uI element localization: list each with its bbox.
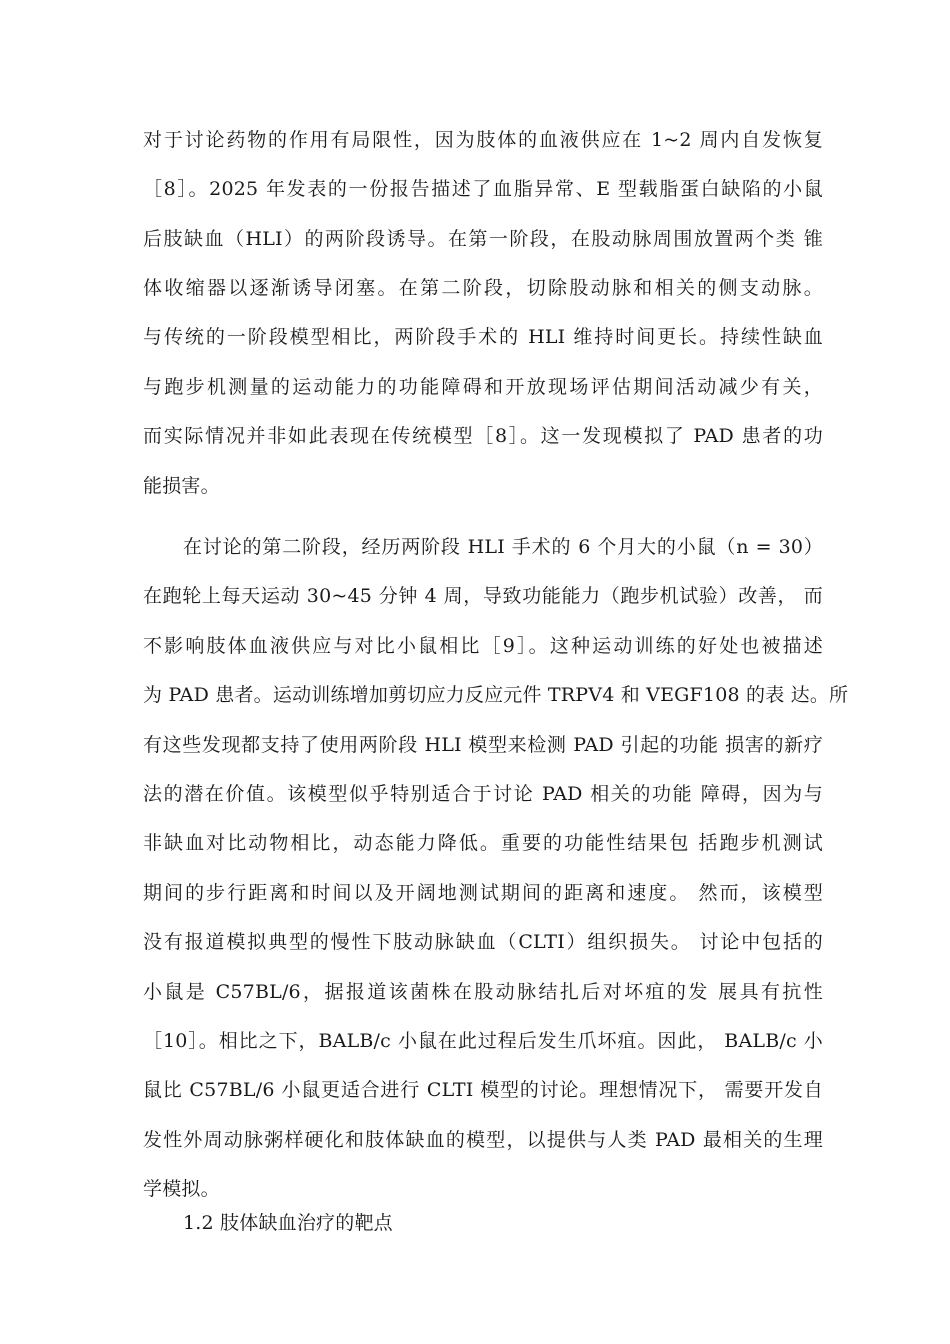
text-line: ［8］。2025 年发表的一份报告描述了血脂异常、E 型载脂蛋白缺陷的小鼠 — [143, 178, 823, 200]
text-line: 发性外周动脉粥样硬化和肢体缺血的模型，以提供与人类 PAD 最相关的生理 — [143, 1129, 823, 1151]
text-line: 没有报道模拟典型的慢性下肢动脉缺血（CLTI）组织损失。 讨论中包括的 — [143, 931, 823, 953]
text-line: 体收缩器以逐渐诱导闭塞。在第二阶段，切除股动脉和相关的侧支动脉。 — [143, 277, 823, 299]
text-line: 而实际情况并非如此表现在传统模型［8］。这一发现模拟了 PAD 患者的功 — [143, 425, 823, 447]
text-line: 有这些发现都支持了使用两阶段 HLI 模型来检测 PAD 引起的功能 损害的新疗 — [143, 734, 823, 756]
text-line: 期间的步行距离和时间以及开阔地测试期间的距离和速度。 然而，该模型 — [143, 882, 823, 904]
text-line: 小鼠是 C57BL/6，据报道该菌株在股动脉结扎后对坏疽的发 展具有抗性 — [143, 981, 823, 1003]
text-line: 与传统的一阶段模型相比，两阶段手术的 HLI 维持时间更长。持续性缺血 — [143, 326, 823, 348]
text-line: 与跑步机测量的运动能力的功能障碍和开放现场评估期间活动减少有关， — [143, 376, 823, 398]
text-line: 在讨论的第二阶段，经历两阶段 HLI 手术的 6 个月大的小鼠（n = 30） — [183, 536, 823, 558]
text-line: 对于讨论药物的作用有局限性，因为肢体的血液供应在 1~2 周内自发恢复 — [143, 129, 823, 151]
text-line: 不影响肢体血液供应与对比小鼠相比［9］。这种运动训练的好处也被描述 — [143, 635, 823, 657]
text-line: 后肢缺血（HLI）的两阶段诱导。在第一阶段，在股动脉周围放置两个类 锥 — [143, 228, 823, 250]
section-heading: 1.2 肢体缺血治疗的靶点 — [183, 1212, 393, 1234]
text-line: 非缺血对比动物相比，动态能力降低。重要的功能性结果包 括跑步机测试 — [143, 832, 823, 854]
text-line: 能损害。 — [143, 475, 220, 497]
text-line: 为 PAD 患者。运动训练增加剪切应力反应元件 TRPV4 和 VEGF108 的表 达。所 — [143, 684, 849, 706]
text-line: 鼠比 C57BL/6 小鼠更适合进行 CLTI 模型的讨论。理想情况下， 需要开发自 — [143, 1079, 823, 1101]
text-line: ［10］。相比之下，BALB/c 小鼠在此过程后发生爪坏疽。因此， BALB/c 小 — [143, 1030, 823, 1052]
text-line: 法的潜在价值。该模型似乎特别适合于讨论 PAD 相关的功能 障碍，因为与 — [143, 783, 823, 805]
text-line: 在跑轮上每天运动 30~45 分钟 4 周，导致功能能力（跑步机试验）改善， 而 — [143, 585, 823, 607]
text-line: 学模拟。 — [143, 1178, 220, 1200]
